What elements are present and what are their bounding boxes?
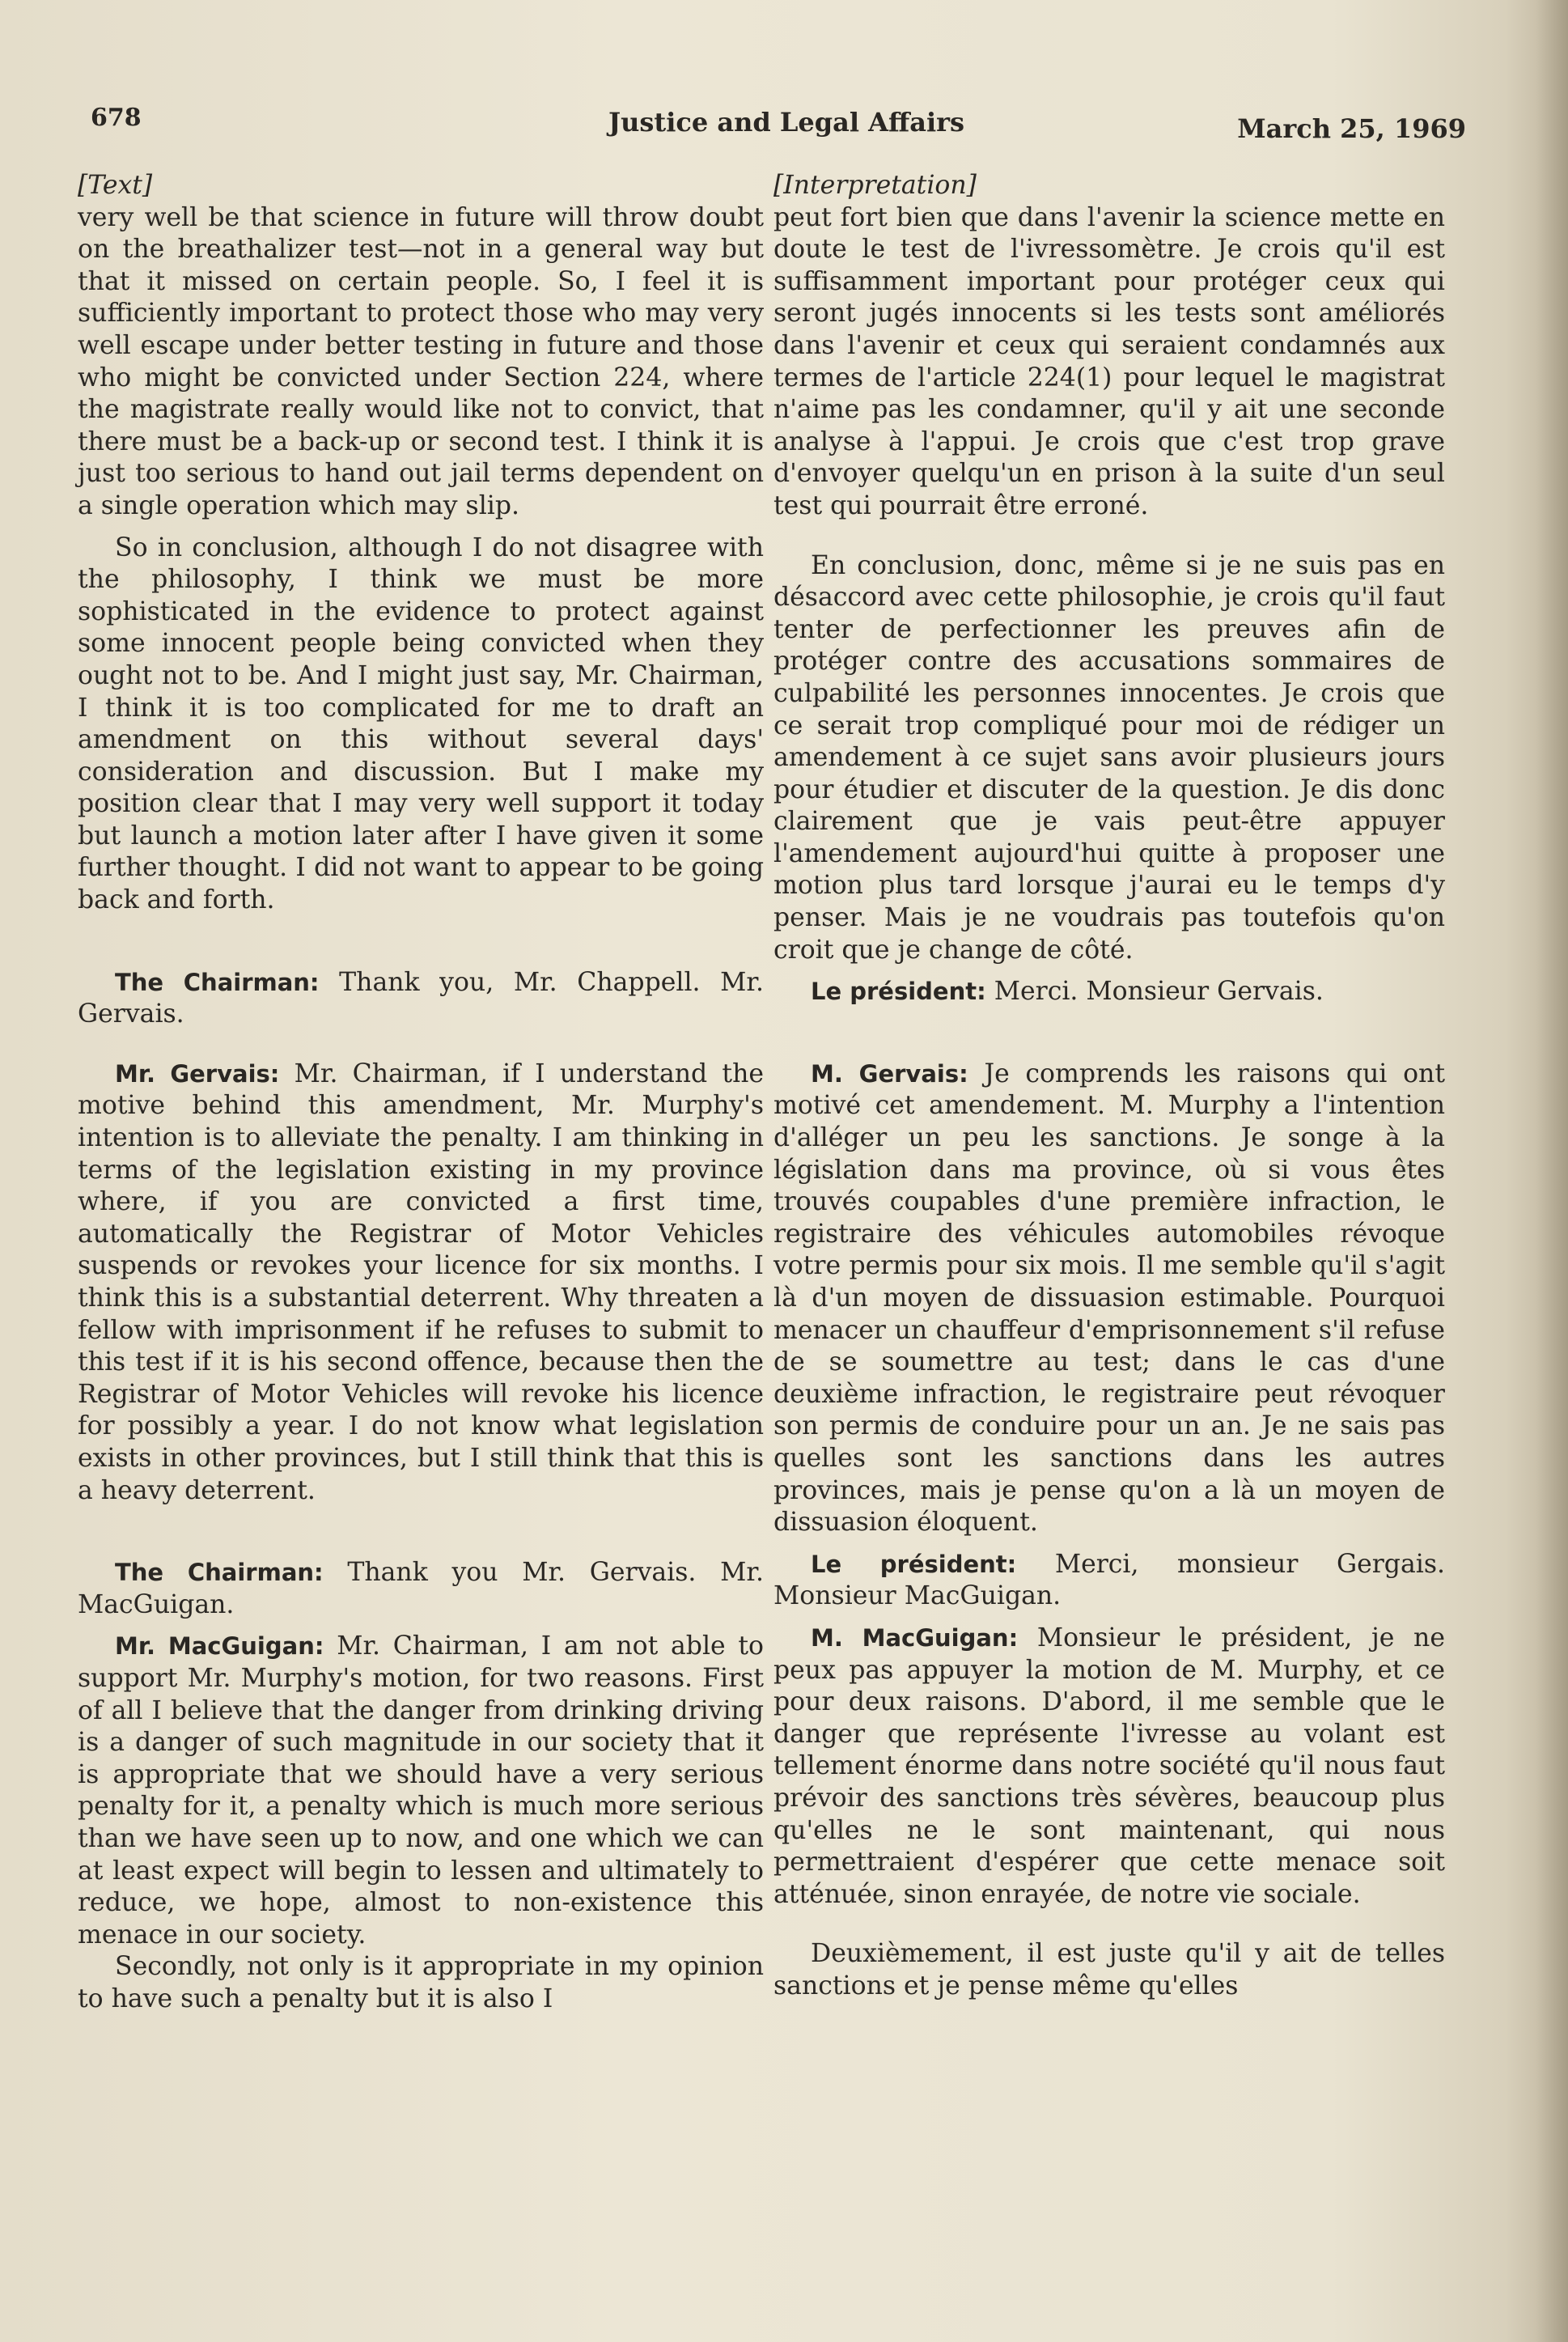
- speech-text: Je comprends les raisons qui ont motivé cet amendement. M. Murphy a l'intention d'alléger un peu les sanctions. Je songe à la législation dans ma province, où si vous êtes trouvés coupables d'une première infraction, le registraire des véhicules automobiles révoque votre permis pour six mois. Il me semble qu'il s'agit là d'un moyen de dissuasion estimable. Pourquoi menacer un chauffeur d'emprisonnement s'il refuse de se soumettre au test; dans le cas d'une deuxième infraction, le registraire peut révoquer son permis de conduire pour un an. Je ne sais pas quelles sont les sanctions dans les autres provinces, mais je pense qu'on a là un moyen de dissuasion éloquent.: [773, 1059, 1446, 1538]
- speaker-name: Le président:: [811, 1550, 1017, 1578]
- running-title: Justice and Legal Affairs: [608, 107, 964, 138]
- speaker-name: M. Gervais:: [811, 1059, 968, 1088]
- speech-gervais: [773, 1059, 1445, 1539]
- speech-text: Monsieur le président, je ne peux pas appuyer la motion de M. Murphy, et ce pour deux raisons. D'abord, il me semble que le danger que représente l'ivresse au volant est tellement énorme dans notre société qu'il nous faut prévoir des sanctions très sévères, beaucoup plus qu'elles ne le sont maintenant, qui nous permettraient d'espérer que cette menace soit atténuée, sinon enrayée, de notre vie sociale.: [773, 1623, 1445, 1909]
- speaker-name: Mr. Gervais:: [115, 1059, 280, 1088]
- page-number: 678: [91, 104, 142, 132]
- paragraph: peut fort bien que dans l'avenir la science mette en doute le test de l'ivressomètre. Je crois qu'il est suffisamment important pour protéger ceux qui seront jugés innocents si les tests sont améliorés dans l'avenir et ceux qui seraient condamnés aux termes de l'article 224(1) pour lequel le magistrat n'aime pas les condamner, qu'il y ait une seconde analyse à l'appui. Je crois que c'est trop grave d'envoyer quelqu'un en prison à la suite d'un seul test qui pourrait être erroné.: [773, 202, 1445, 520]
- page-header: [91, 104, 1466, 144]
- speaker-name: Mr. MacGuigan:: [115, 1632, 324, 1661]
- speech-macguigan: [773, 1623, 1445, 1911]
- paragraph: So in conclusion, although I do not disagree with the philosophy, I think we must be more sophisticated in the evidence to protect against some innocent people being convicted when they ought not to be. And I might just say, Mr. Chairman, I think it is too complicated for me to draft an amendment on this without several days' consideration and discussion. But I make my position clear that I may very well support it today but launch a motion later after I have given it some further thought. I did not want to appear to be going back and forth.: [78, 532, 764, 915]
- speaker-name: M. MacGuigan:: [811, 1623, 1019, 1652]
- speech-chairman: [78, 967, 764, 1031]
- speech-text: Mr. Chairman, if I understand the motive behind this amendment, Mr. Murphy's intention is to alleviate the penalty. I am thinking in terms of the legislation existing in my province where, if you are convicted a first time, automatically the Registrar of Motor Vehicles suspends or revokes your licence for six months. I think this is a substantial deterrent. Why threaten a fellow with imprisonment if he refuses to submit to this test if it is his second offence, because then the Registrar of Motor Vehicles will revoke his licence for possibly a year. I do not know what legislation exists in other provinces, but I still think that this is a heavy deterrent.: [78, 1059, 765, 1505]
- column-label: [Interpretation]: [773, 171, 977, 200]
- paragraph: En conclusion, donc, même si je ne suis pas en désaccord avec cette philosophie, je crois qu'il faut tenter de perfectionner les preuves afin de protéger contre des accusations sommaires de culpabilité les personnes innocentes. Je crois que ce serait trop compliqué pour moi de rédiger un amendement à ce sujet sans avoir plusieurs jours pour étudier et discuter de la question. Je dis donc clairement que je vais peut-être appuyer l'amendement aujourd'hui quitte à proposer une motion plus tard lorsque j'aurai eu le temps d'y penser. Mais je ne voudrais pas toutefois qu'on croit que je change de côté.: [773, 550, 1445, 965]
- speech-text: Merci. Monsieur Gervais.: [994, 977, 1324, 1007]
- paragraph: very well be that science in future will throw doubt on the breathalizer test—not in a general way but that it missed on certain people. So, I feel it is sufficiently important to protect those who may very well escape under better testing in future and those who might be convicted under Section 224, where the magistrate really would like not to convict, that there must be a back-up or second test. I think it is just too serious to hand out jail terms dependent on a single operation which may slip.: [78, 202, 764, 520]
- speaker-name: Le président:: [811, 978, 986, 1006]
- speech-gervais: [78, 1059, 764, 1507]
- french-column: [773, 170, 1445, 2002]
- speech-macguigan: [78, 1631, 764, 1951]
- paragraph: Deuxièmement, il est juste qu'il y ait de telles sanctions et je pense même qu'elles: [773, 1939, 1445, 2000]
- speech-text: Mr. Chairman, I am not able to support Mr. Murphy's motion, for two reasons. First of all I believe that the danger from drinking driving is a danger of such magnitude in our society that it is appropriate that we should have a very serious penalty for it, a penalty which is much more serious than we have seen up to now, and one which we can at least expect will begin to lessen and ultimately to reduce, we hope, almost to non-existence this menace in our society.: [78, 1631, 765, 1950]
- speech-text: Thank you Mr. Gervais. Mr. MacGuigan.: [78, 1558, 764, 1619]
- speech-president: [773, 1549, 1445, 1613]
- speaker-name: The Chairman:: [115, 1559, 324, 1587]
- speaker-name: The Chairman:: [115, 968, 320, 996]
- speech-text: Thank you, Mr. Chappell. Mr. Gervais.: [78, 967, 765, 1029]
- page-edge-shadow: [1536, 0, 1568, 2342]
- english-column: [78, 170, 764, 2015]
- column-label: [Text]: [78, 171, 153, 200]
- paragraph: Secondly, not only is it appropriate in my opinion to have such a penalty but it is also I: [78, 1952, 764, 2013]
- speech-president: [773, 976, 1445, 1008]
- speech-text: Merci, monsieur Gergais. Monsieur MacGuigan.: [773, 1549, 1445, 1611]
- speech-chairman: [78, 1557, 764, 1621]
- header-date: March 25, 1969: [1237, 113, 1466, 144]
